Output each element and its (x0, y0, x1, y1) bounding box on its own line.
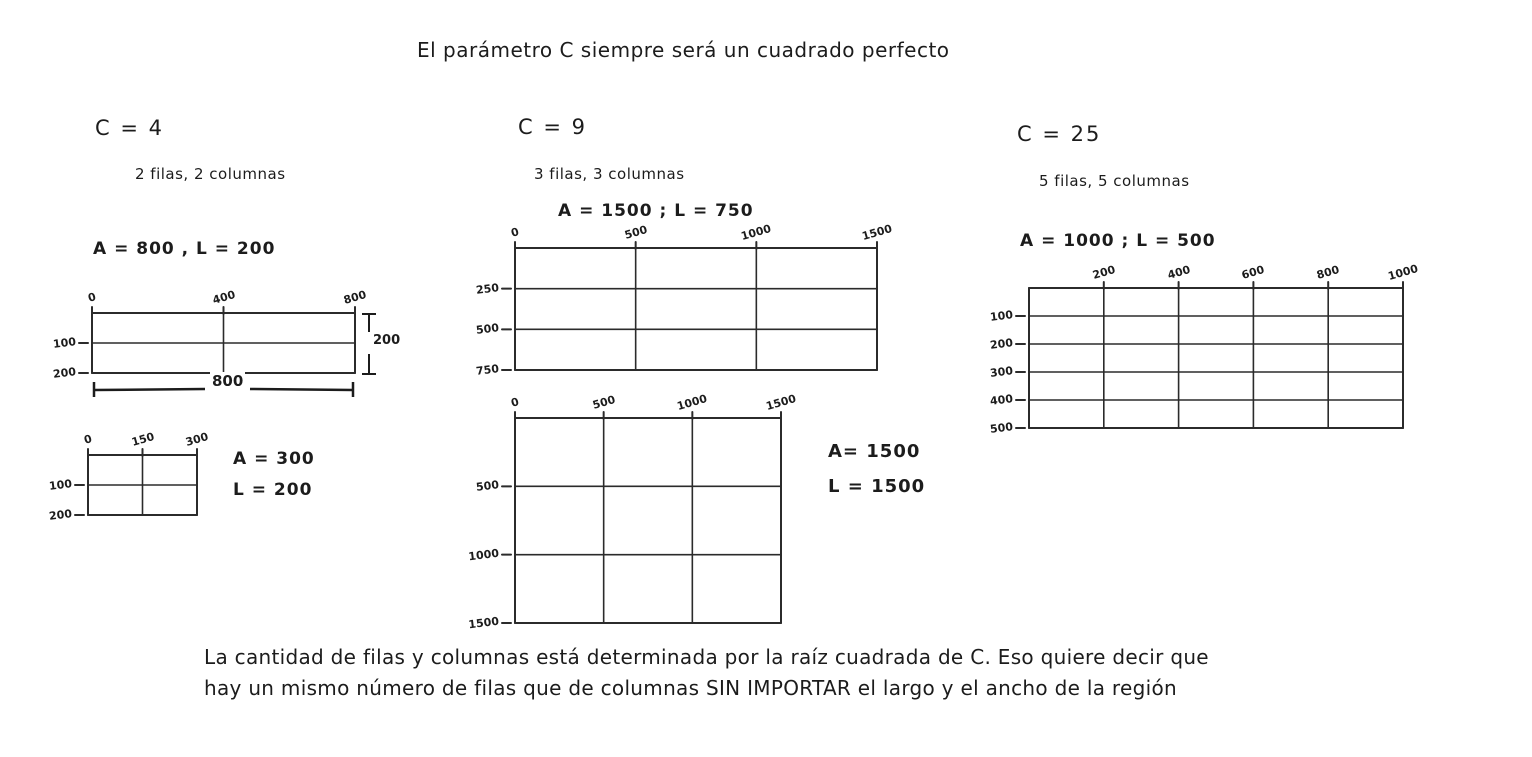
c9-square-grid-lines (515, 418, 781, 623)
c4-small-grid-area-label: A = 300 (233, 449, 315, 469)
c9-parameter-label: C = 9 (518, 115, 587, 139)
y-axis-tick-label: 200 (48, 507, 73, 523)
y-axis-tick-label: 500 (475, 321, 500, 338)
x-axis-tick-label: 1500 (764, 392, 798, 413)
x-axis-tick-label: 1500 (860, 222, 894, 243)
c9-square-grid-area-label: A= 1500 (828, 441, 921, 462)
c9-square-grid-length-label: L = 1500 (828, 476, 926, 497)
page-title: El parámetro C siempre será un cuadrado perfecto (417, 38, 950, 62)
c4-area-length-label: A = 800 , L = 200 (93, 239, 276, 259)
x-axis-tick-label: 300 (184, 430, 210, 449)
c25-area-length-label: A = 1000 ; L = 500 (1020, 231, 1216, 251)
y-axis-tick-label: 200 (989, 336, 1014, 352)
y-axis-tick-label: 1000 (467, 546, 500, 563)
x-axis-tick-label: 0 (509, 395, 521, 410)
x-axis-tick-label: 1000 (739, 222, 773, 243)
x-axis-tick-label: 1000 (1386, 262, 1420, 283)
x-axis-tick-label: 150 (129, 430, 156, 449)
conclusion-note-line1: La cantidad de filas y columnas está determinada por la raíz cuadrada de C. Eso quiere decir que (204, 645, 1209, 669)
x-axis-tick-label: 400 (210, 288, 237, 307)
c4-rows-cols-label: 2 filas, 2 columnas (135, 165, 286, 183)
x-axis-tick-label: 600 (1240, 263, 1267, 282)
x-axis-tick-label: 500 (590, 393, 617, 412)
c25-rows-cols-label: 5 filas, 5 columnas (1039, 172, 1190, 190)
x-axis-tick-label: 500 (622, 223, 649, 242)
y-axis-tick-label: 1500 (467, 614, 500, 632)
x-axis-tick-label: 200 (1090, 263, 1117, 282)
y-axis-tick-label: 300 (989, 364, 1014, 380)
c4-main-grid-lines (92, 313, 355, 373)
c4-width-dimension-value: 800 (212, 372, 244, 390)
x-axis-tick-label: 0 (509, 225, 521, 240)
c4-small-grid-length-label: L = 200 (233, 480, 313, 500)
y-axis-tick-label: 100 (52, 335, 77, 351)
c4-small-grid (48, 430, 210, 523)
y-axis-tick-label: 200 (52, 365, 77, 381)
x-axis-tick-label: 0 (86, 290, 98, 305)
c9-area-length-label: A = 1500 ; L = 750 (558, 201, 754, 221)
x-axis-tick-label: 1000 (675, 392, 709, 413)
c9-wide-grid-lines (515, 248, 877, 370)
c9-rows-cols-label: 3 filas, 3 columnas (534, 165, 685, 183)
c25-main-grid (989, 262, 1420, 436)
c25-parameter-label: C = 25 (1017, 122, 1102, 146)
conclusion-note-line2: hay un mismo número de filas que de columnas SIN IMPORTAR el largo y el ancho de la región (204, 676, 1177, 700)
y-axis-tick-label: 400 (989, 392, 1014, 408)
y-axis-tick-label: 100 (48, 477, 73, 493)
c9-wide-grid (475, 222, 894, 378)
c4-small-grid-lines (88, 455, 197, 515)
y-axis-tick-label: 250 (475, 280, 500, 297)
c4-height-dimension-value: 200 (373, 333, 401, 348)
c25-main-grid-lines (1029, 288, 1403, 428)
c4-main-grid (52, 288, 368, 381)
x-axis-tick-label: 400 (1165, 263, 1192, 282)
c4-parameter-label: C = 4 (95, 116, 164, 140)
x-axis-tick-label: 0 (82, 432, 94, 447)
y-axis-tick-label: 750 (475, 362, 500, 378)
x-axis-tick-label: 800 (342, 288, 368, 307)
y-axis-tick-label: 500 (989, 420, 1014, 436)
y-axis-tick-label: 500 (475, 478, 500, 495)
c9-square-grid (467, 392, 798, 632)
y-axis-tick-label: 100 (989, 308, 1014, 324)
x-axis-tick-label: 800 (1315, 263, 1342, 282)
